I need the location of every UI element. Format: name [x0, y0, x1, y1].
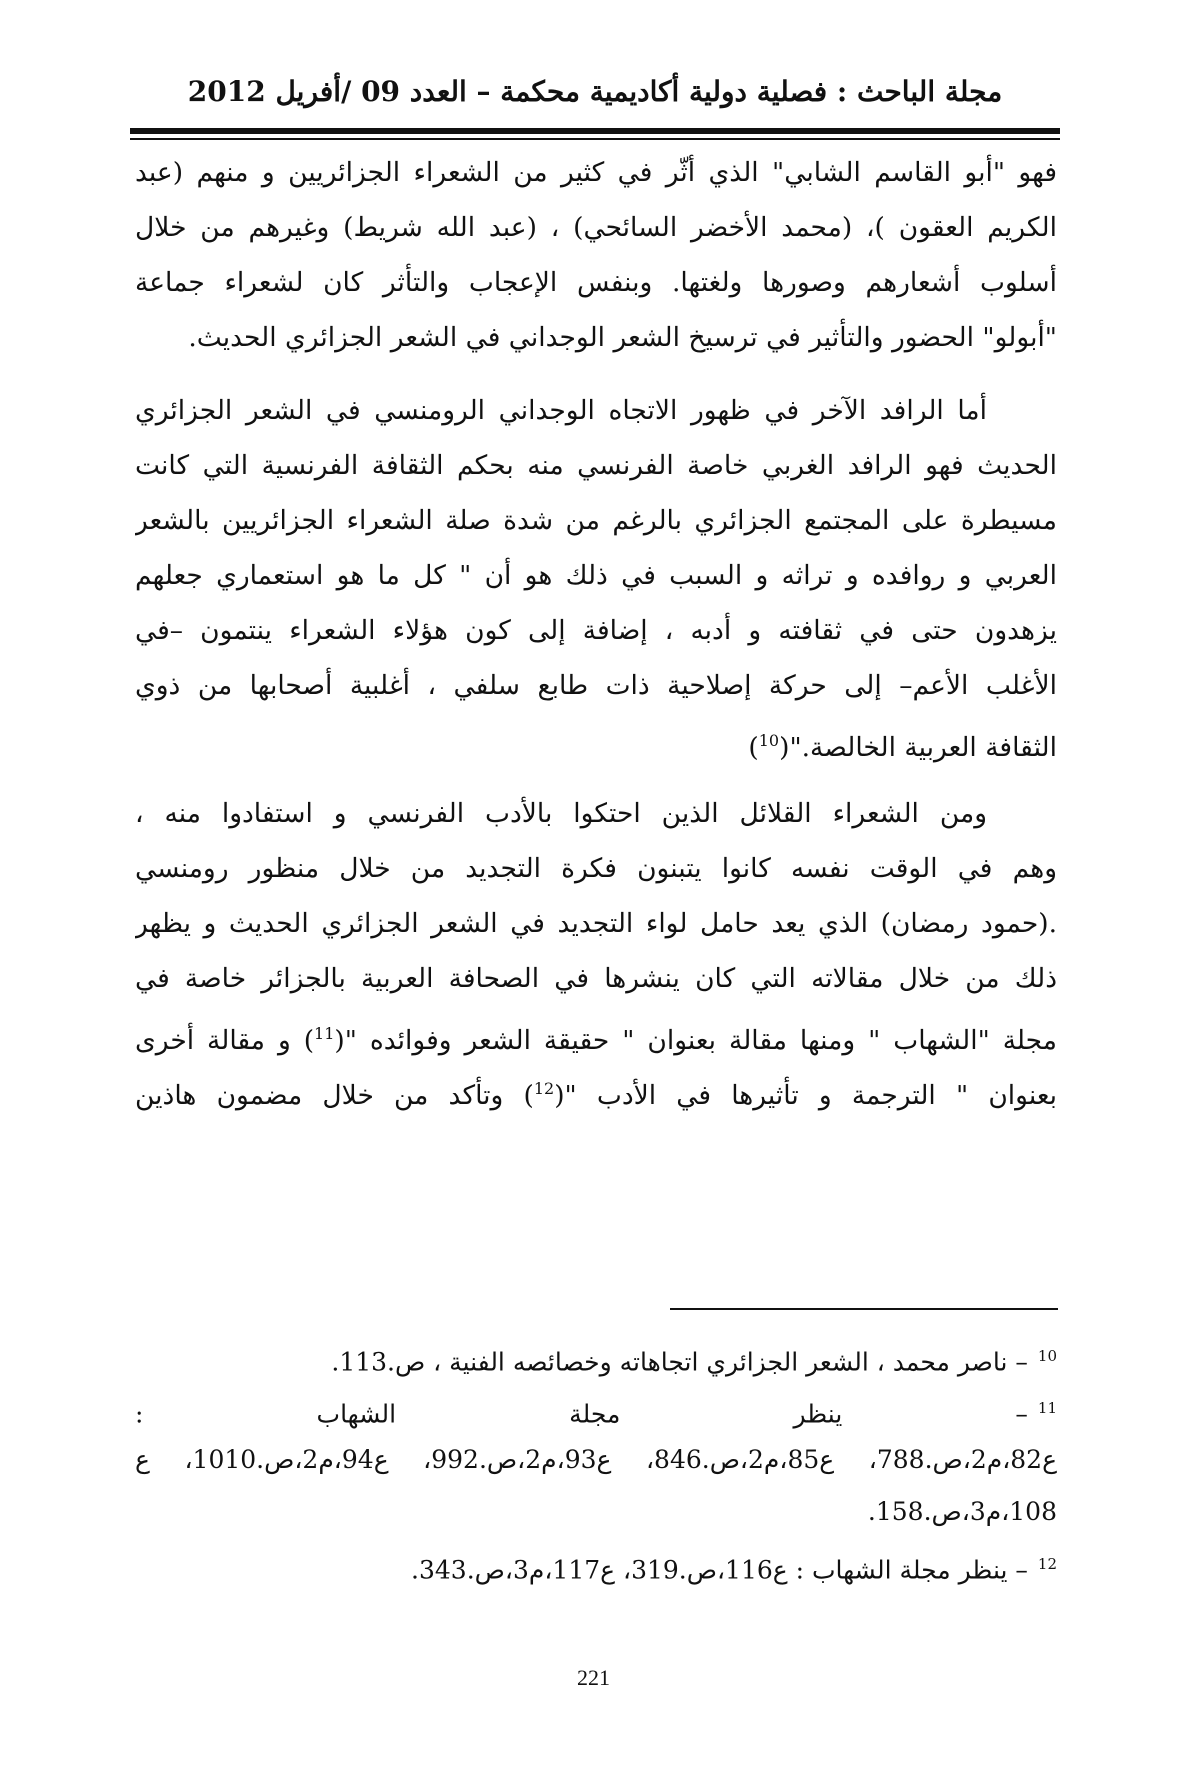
footnote-11-continuation: 108،م3،ص.158. [867, 1497, 1057, 1526]
footnote-12 [135, 1538, 1057, 1590]
footnotes [135, 1330, 1057, 1590]
citation-ref-11: 11 [314, 1024, 335, 1043]
body-text-segment: الثقافة العربية الخالصة."( [779, 731, 1057, 763]
article-body [135, 145, 1057, 1116]
footnote-text: – ينظر مجلة الشهاب : ع116،ص.319، ع117،م3،ص.343. [411, 1555, 1028, 1585]
footnote-number: 10 [1037, 1347, 1057, 1365]
paragraph-start-line: ومن الشعراء القلائل الذين احتكوا بالأدب الفرنسي و استفادوا منه ، [135, 798, 987, 829]
body-line: يزهدون حتى في ثقافته و أدبه ، إضافة إلى كون هؤلاء الشعراء ينتمون –في [135, 615, 1057, 646]
body-line: الأغلب الأعم– إلى حركة إصلاحية ذات طابع سلفي ، أغلبية أصحابها من ذوي [135, 670, 1057, 701]
body-line: العربي و روافده و تراثه و السبب في ذلك هو أن " كل ما هو استعماري جعلهم [135, 560, 1057, 591]
footnote-separator [670, 1308, 1058, 1310]
citation-ref-12: 12 [533, 1079, 555, 1098]
footnote-text: – ناصر محمد ، الشعر الجزائري اتجاهاته وخصائصه الفنية ، ص.113. [331, 1347, 1028, 1377]
header-rule-thin [130, 138, 1060, 140]
journal-header: مجلة الباحث : فصلية دولية أكاديمية محكمة – العدد 09 /أفريل 2012 [187, 75, 1003, 108]
body-text-segment: بعنوان " الترجمة و تأثيرها في الأدب "( [554, 1079, 1057, 1111]
header-rule-thick [130, 128, 1060, 134]
paragraph-start-line: أما الرافد الآخر في ظهور الاتجاه الوجداني الرومنسي في الشعر الجزائري [135, 395, 987, 426]
body-line: ذلك من خلال مقالاته التي كان ينشرها في الصحافة العربية بالجزائر خاصة في [135, 963, 1057, 994]
footnote-text: – ينظر مجلة الشهاب : [135, 1399, 1028, 1429]
body-line: "أبولو" الحضور والتأثير في ترسيخ الشعر الوجداني في الشعر الجزائري الحديث. [188, 322, 1057, 353]
page-number: 221 [577, 1665, 610, 1690]
body-text-segment: مجلة "الشهاب " ومنها مقالة بعنوان " حقيقة الشعر وفوائده "( [334, 1024, 1057, 1056]
body-line: فهو "أبو القاسم الشابي" الذي أثّر في كثير من الشعراء الجزائريين و منهم (عبد [135, 157, 1057, 188]
body-text-segment: ) و مقالة أخرى [135, 1024, 315, 1056]
footnote-number: 11 [1037, 1399, 1057, 1417]
body-line: الحديث فهو الرافد الغربي خاصة الفرنسي منه بحكم الثقافة الفرنسية التي كانت [135, 450, 1057, 481]
body-line-with-citation [135, 1006, 1057, 1061]
body-line: مسيطرة على المجتمع الجزائري بالرغم من شدة صلة الشعراء الجزائريين بالشعر [135, 505, 1057, 536]
body-line: الكريم العقون )، (محمد الأخضر السائحي) ، (عبد الله شريط) وغيرهم من خلال [135, 212, 1057, 243]
body-line: وهم في الوقت نفسه كانوا يتبنون فكرة التجديد من خلال منظور رومنسي [135, 853, 1057, 884]
citation-ref-10: 10 [758, 731, 780, 750]
body-line: أسلوب أشعارهم وصورها ولغتها. وبنفس الإعجاب والتأثر كان لشعراء جماعة [135, 267, 1057, 298]
body-text-segment: ) وتأكد من خلال مضمون هاذين [135, 1079, 534, 1111]
footnote-number: 12 [1037, 1555, 1057, 1573]
footnote-10 [135, 1330, 1057, 1382]
footnote-11-continuation: ع82،م2،ص.788، ع85،م2،ص.846، ع93،م2،ص.992، ع94،م2،ص.1010، ع [135, 1445, 1057, 1474]
footnote-11 [135, 1382, 1057, 1434]
body-line-with-citation [135, 1061, 1057, 1116]
body-text-segment: ) [748, 731, 759, 763]
body-line: .(حمود رمضان) الذي يعد حامل لواء التجديد في الشعر الجزائري الحديث و يظهر [135, 908, 1057, 939]
body-line-with-citation [135, 713, 1057, 768]
